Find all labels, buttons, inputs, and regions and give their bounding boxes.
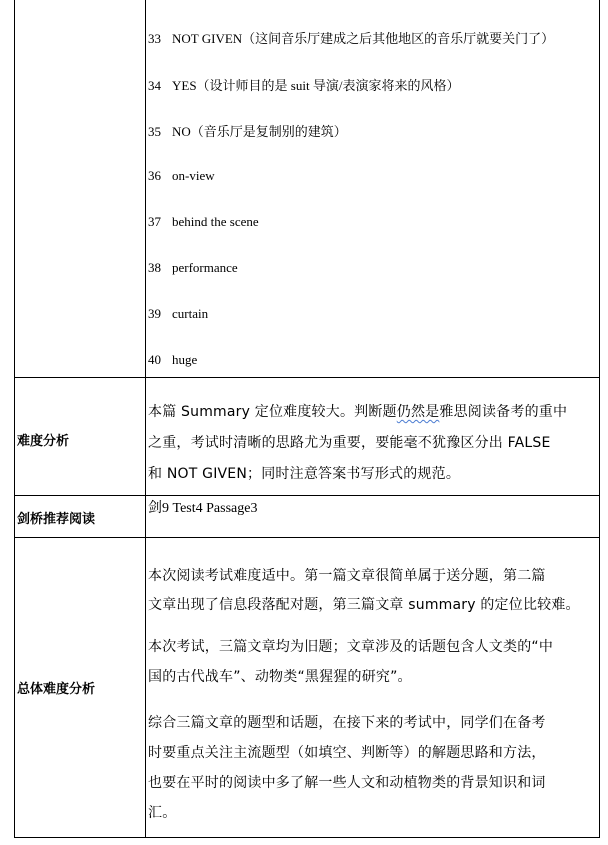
spellcheck-mark: 仍然是 xyxy=(396,404,440,420)
answer-item: 38 performance xyxy=(148,260,238,275)
overall-label: 总体难度分析 xyxy=(17,682,96,697)
difficulty-cell xyxy=(146,378,599,495)
answer-item: 34 YES（设计师目的是 suit 导演/表演家将来的风格） xyxy=(148,78,460,93)
answer-item: 40 huge xyxy=(148,352,198,367)
overall-line: 本次阅读考试难度适中。第一篇文章很简单属于送分题，第二篇 xyxy=(148,568,546,584)
answers-row xyxy=(15,0,599,378)
overall-line: 汇。 xyxy=(148,805,177,821)
difficulty-label: 难度分析 xyxy=(17,434,70,449)
overall-row xyxy=(15,538,599,838)
overall-cell xyxy=(146,538,599,838)
answer-item: 36 on-view xyxy=(148,168,215,183)
overall-line: 综合三篇文章的题型和话题，在接下来的考试中，同学们在备考 xyxy=(148,715,546,731)
difficulty-line: 和 NOT GIVEN；同时注意答案书写形式的规范。 xyxy=(148,466,461,482)
difficulty-line: 本篇 Summary 定位难度较大。判断题仍然是雅思阅读备考的重中 xyxy=(148,404,568,420)
answer-item: 35 NO（音乐厅是复制别的建筑） xyxy=(148,124,347,139)
analysis-table xyxy=(14,0,600,838)
recommend-row xyxy=(15,496,599,538)
recommend-text: 剑9 Test4 Passage3 xyxy=(148,501,258,516)
recommend-cell xyxy=(146,496,599,537)
overall-line: 国的古代战车”、动物类“黑猩猩的研究”。 xyxy=(148,669,412,685)
overall-line: 文章出现了信息段落配对题，第三篇文章 summary 的定位比较难。 xyxy=(148,597,580,613)
difficulty-line: 之重，考试时清晰的思路尤为重要，要能毫不犹豫区分出 FALSE xyxy=(148,435,551,451)
overall-line: 也要在平时的阅读中多了解一些人文和动植物类的背景知识和词 xyxy=(148,775,546,791)
answer-item: 37 behind the scene xyxy=(148,214,259,229)
overall-line: 时要重点关注主流题型（如填空、判断等）的解题思路和方法， xyxy=(148,745,546,761)
answers-label-cell xyxy=(15,0,146,377)
overall-label-cell xyxy=(15,538,146,838)
answer-item: 33 NOT GIVEN（这间音乐厅建成之后其他地区的音乐厅就要关门了） xyxy=(148,31,555,46)
answer-item: 39 curtain xyxy=(148,306,209,321)
recommend-label-cell xyxy=(15,496,146,537)
overall-line: 本次考试，三篇文章均为旧题；文章涉及的话题包含人文类的“中 xyxy=(148,639,554,655)
recommend-label: 剑桥推荐阅读 xyxy=(17,512,96,527)
answers-cell xyxy=(146,0,599,377)
difficulty-label-cell xyxy=(15,378,146,495)
difficulty-row xyxy=(15,378,599,496)
